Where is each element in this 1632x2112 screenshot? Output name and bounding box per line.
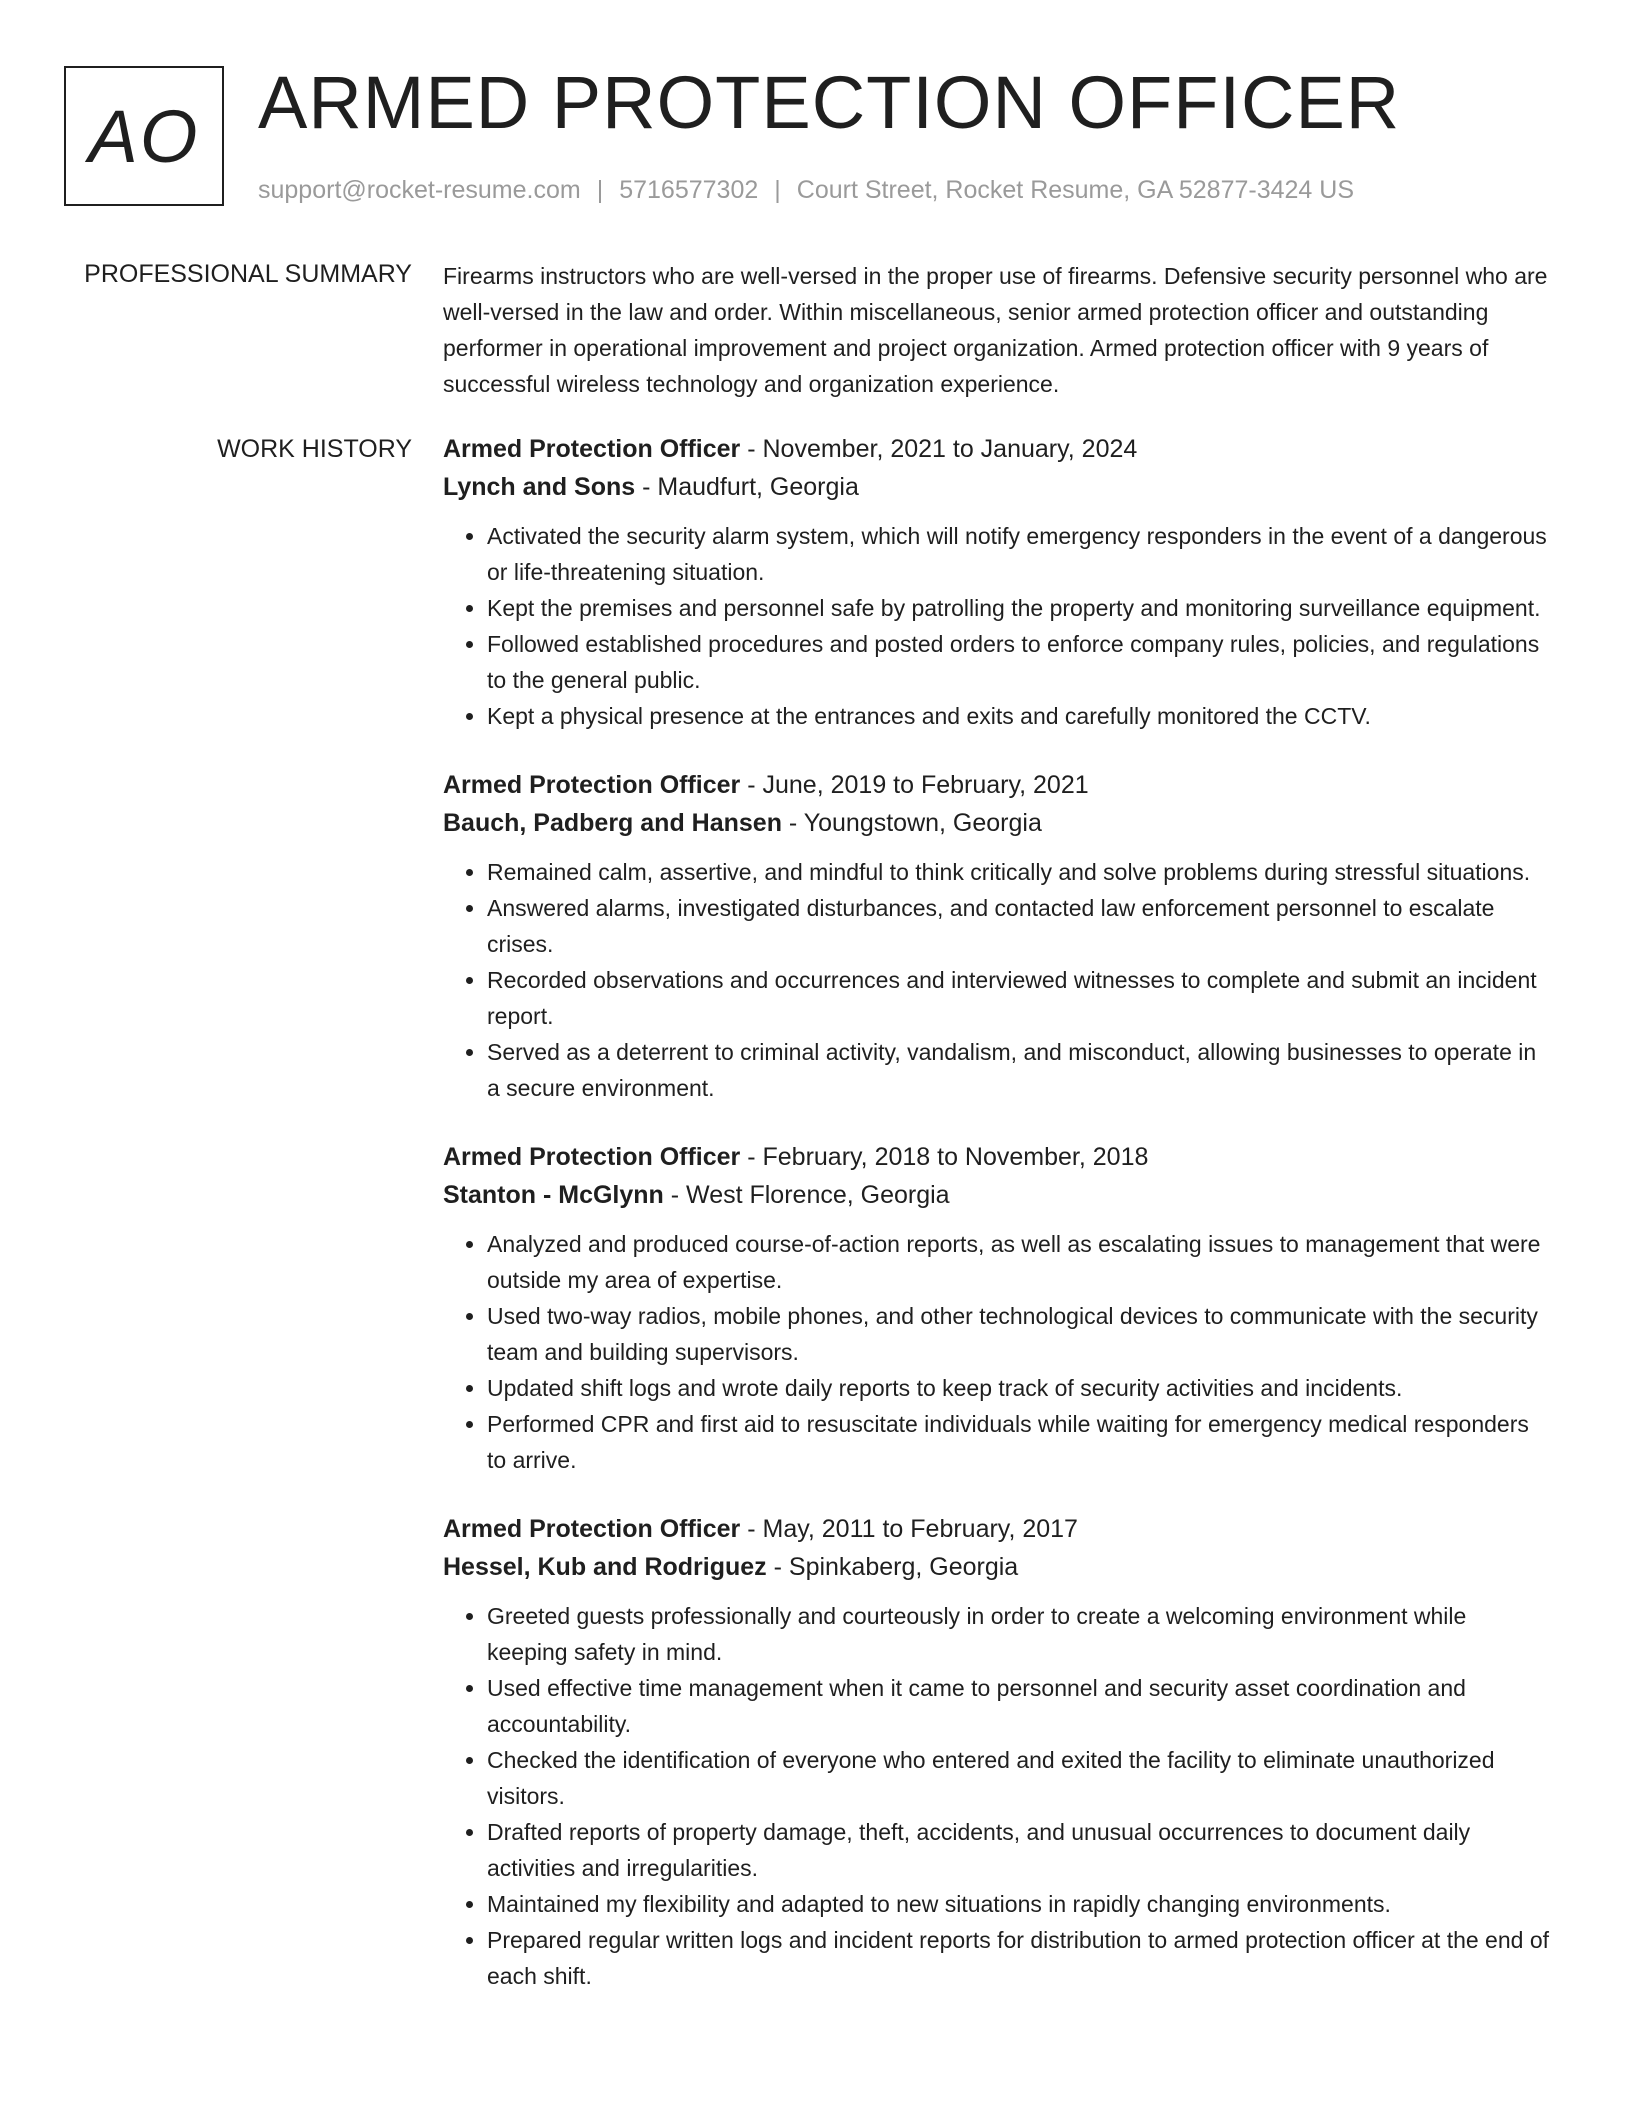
job-bullet: • Followed established procedures and posted orders to enforce company rules, policies, and regulations to the general public.: [487, 626, 1553, 698]
contact-separator: |: [774, 176, 781, 204]
job-bullet: • Recorded observations and occurrences and interviewed witnesses to complete and submit an incident report.: [487, 962, 1553, 1034]
job-bullet: • Kept the premises and personnel safe by patrolling the property and monitoring surveillance equipment.: [487, 590, 1553, 626]
job-bullet: • Activated the security alarm system, which will notify emergency responders in the event of a dangerous or life-threatening situation.: [487, 518, 1553, 590]
job-bullets: [443, 1598, 1553, 1994]
initials-text: AO: [88, 94, 200, 178]
job-location: - Maudfurt, Georgia: [635, 473, 859, 501]
job-bullet: • Analyzed and produced course-of-action reports, as well as escalating issues to management that were outside my area of expertise.: [487, 1226, 1553, 1298]
job-bullet: • Drafted reports of property damage, theft, accidents, and unusual occurrences to document daily activities and irregularities.: [487, 1814, 1553, 1886]
job-bullet: • Kept a physical presence at the entrances and exits and carefully monitored the CCTV.: [487, 698, 1553, 734]
job-company-line: [443, 804, 1553, 842]
job-bullet: • Served as a deterrent to criminal activity, vandalism, and misconduct, allowing businesses to operate in a secure environment.: [487, 1034, 1553, 1106]
contact-line: [258, 174, 1354, 206]
job-entry: [443, 1138, 1553, 1478]
job-title-line: [443, 1510, 1553, 1548]
job-bullet: • Checked the identification of everyone who entered and exited the facility to eliminate unauthorized visitors.: [487, 1742, 1553, 1814]
job-role: Armed Protection Officer: [443, 1515, 741, 1543]
job-bullet: • Used effective time management when it came to personnel and security asset coordination and accountability.: [487, 1670, 1553, 1742]
work-history-section: [443, 430, 1553, 2026]
job-bullet: • Used two-way radios, mobile phones, and other technological devices to communicate with the security team and building supervisors.: [487, 1298, 1553, 1370]
job-company: Hessel, Kub and Rodriguez: [443, 1553, 767, 1581]
job-location: - Youngstown, Georgia: [781, 809, 1042, 837]
job-dates: - June, 2019 to February, 2021: [740, 771, 1089, 799]
job-bullets: [443, 1226, 1553, 1478]
job-role: Armed Protection Officer: [443, 1143, 741, 1171]
contact-address: Court Street, Rocket Resume, GA 52877-3424 US: [796, 176, 1354, 204]
job-company: Stanton - McGlynn: [443, 1181, 664, 1209]
job-company: Bauch, Padberg and Hansen: [443, 809, 782, 837]
job-bullet: • Performed CPR and first aid to resuscitate individuals while waiting for emergency medical responders to arrive.: [487, 1406, 1553, 1478]
job-entry: [443, 430, 1553, 734]
job-role: Armed Protection Officer: [443, 435, 741, 463]
job-company-line: [443, 1548, 1553, 1586]
job-location: - Spinkaberg, Georgia: [766, 1553, 1019, 1581]
job-role: Armed Protection Officer: [443, 771, 741, 799]
resume-title: ARMED PROTECTION OFFICER: [258, 61, 1401, 144]
job-title-line: [443, 766, 1553, 804]
job-bullet: • Remained calm, assertive, and mindful to think critically and solve problems during stressful situations.: [487, 854, 1553, 890]
job-company: Lynch and Sons: [443, 473, 636, 501]
job-bullet: • Maintained my flexibility and adapted to new situations in rapidly changing environments.: [487, 1886, 1553, 1922]
job-bullet: • Answered alarms, investigated disturbances, and contacted law enforcement personnel to escalate crises.: [487, 890, 1553, 962]
job-bullet: • Updated shift logs and wrote daily reports to keep track of security activities and incidents.: [487, 1370, 1553, 1406]
job-company-line: [443, 1176, 1553, 1214]
work-history-heading: WORK HISTORY: [217, 435, 412, 463]
contact-separator: |: [596, 176, 604, 204]
summary-heading: PROFESSIONAL SUMMARY: [84, 260, 412, 288]
summary-section: [443, 258, 1553, 402]
job-bullet: • Prepared regular written logs and incident reports for distribution to armed protection officer at the end of each shift.: [487, 1922, 1553, 1994]
job-title-line: [443, 430, 1553, 468]
job-title-line: [443, 1138, 1553, 1176]
job-location: - West Florence, Georgia: [663, 1181, 950, 1209]
summary-text: Firearms instructors who are well-versed in the proper use of firearms. Defensive security personnel who are well-versed in the law and order. Within miscellaneous, senior armed protection officer and outstanding performer in operational improvement and project organization. Armed protection officer with 9 years of successful wireless technology and organization experience.: [443, 263, 1548, 397]
job-entry: [443, 1510, 1553, 1994]
initials-monogram: [64, 66, 224, 206]
job-company-line: [443, 468, 1553, 506]
contact-phone: 5716577302: [619, 176, 759, 204]
job-entry: [443, 766, 1553, 1106]
job-dates: - November, 2021 to January, 2024: [740, 435, 1138, 463]
job-bullets: [443, 854, 1553, 1106]
job-dates: - May, 2011 to February, 2017: [740, 1515, 1078, 1543]
job-bullet: • Greeted guests professionally and courteously in order to create a welcoming environment while keeping safety in mind.: [487, 1598, 1553, 1670]
contact-email: support@rocket-resume.com: [258, 176, 581, 204]
job-dates: - February, 2018 to November, 2018: [740, 1143, 1149, 1171]
job-bullets: [443, 518, 1553, 734]
